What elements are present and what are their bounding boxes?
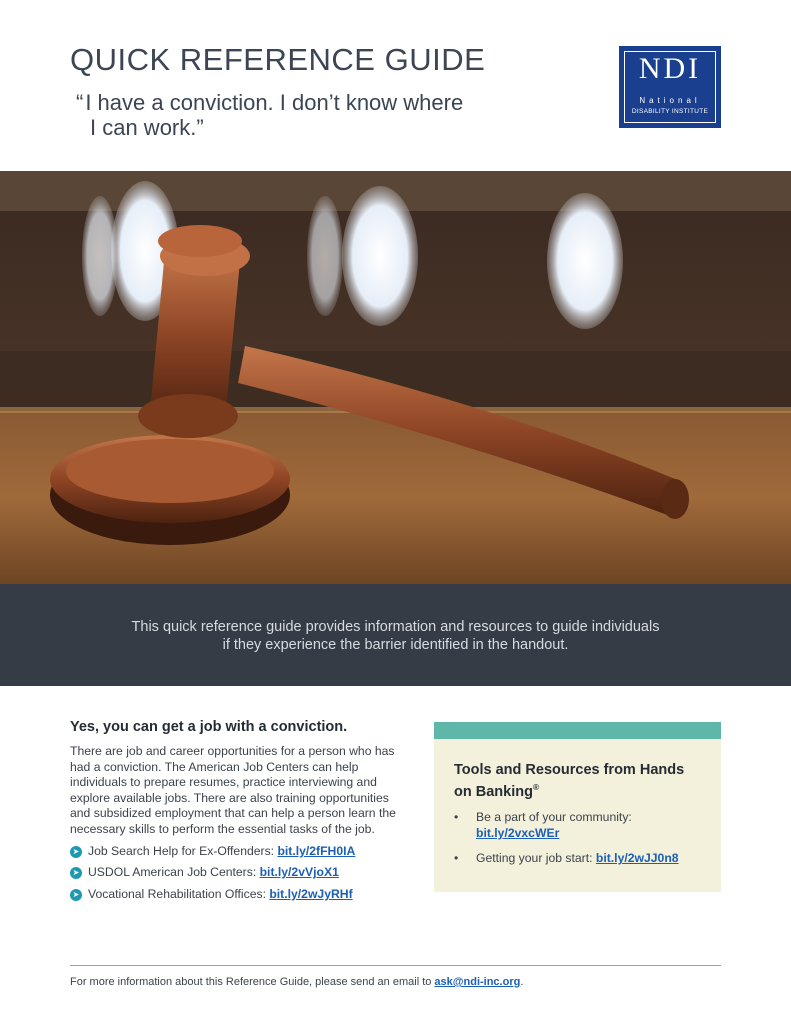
page-title: QUICK REFERENCE GUIDE: [70, 42, 486, 77]
ndi-logo: [619, 46, 721, 128]
panel-accent-bar: [434, 722, 721, 739]
list-item: [70, 844, 410, 860]
link-label: USDOL American Job Centers:: [88, 865, 260, 880]
resource-link-list: [70, 844, 410, 903]
quote-open-mark: “: [76, 90, 84, 115]
community-link[interactable]: bit.ly/2vxcWEr: [476, 825, 560, 840]
resources-panel: [434, 722, 721, 892]
circle-arrow-icon: ➤: [70, 867, 82, 879]
hero-gavel-image: [0, 171, 791, 584]
link-label: Job Search Help for Ex-Offenders:: [88, 843, 278, 858]
contact-email-link[interactable]: ask@ndi-inc.org: [434, 976, 521, 988]
bullet-dot-icon: •: [454, 810, 459, 824]
main-content: [70, 719, 410, 908]
banner-text-line-1: This quick reference guide provides information and resources to guide individuals: [131, 619, 660, 635]
link-label: Vocational Rehabilitation Offices:: [88, 886, 270, 901]
quote-line-2: I can work.”: [90, 115, 204, 140]
banner-text: [60, 618, 731, 654]
registered-mark: ®: [532, 783, 539, 792]
panel-heading: [454, 762, 694, 801]
panel-heading-text: Tools and Resources from Hands on Banking: [454, 762, 685, 800]
logo-letters: NDI: [638, 52, 702, 85]
job-start-link[interactable]: bit.ly/2wJJ0n8: [595, 851, 679, 866]
panel-item-label: Be a part of your community:: [476, 810, 632, 824]
ex-offenders-link[interactable]: bit.ly/2fFH0IA: [277, 843, 356, 858]
bullet-dot-icon: •: [454, 851, 459, 866]
logo-line-institute: DISABILITY INSTITUTE: [631, 108, 709, 115]
footer-text: [70, 976, 523, 988]
list-item: [454, 851, 714, 867]
header-quote: [76, 90, 596, 140]
list-item: [454, 810, 714, 841]
gavel-illustration: [0, 171, 791, 584]
logo-line-national: National: [639, 96, 701, 105]
list-item: [70, 887, 410, 903]
vocational-rehab-link[interactable]: bit.ly/2wJyRHf: [269, 886, 353, 901]
section-heading: Yes, you can get a job with a conviction.: [70, 719, 348, 735]
panel-item-label: Getting your job start:: [476, 851, 596, 866]
footer-end: .: [520, 976, 524, 988]
section-body: There are job and career opportunities for a person who has had a conviction. The American Job Centers can help individuals to prepare resumes, practice interviewing and explore available jobs. There are also training opportunities and subsidized employment that can help a person learn the necessary skills to perform the essential tasks of the job.: [70, 744, 396, 836]
quote-line-1: I have a conviction. I don’t know where: [85, 90, 464, 115]
list-item: [70, 865, 410, 881]
panel-list: [454, 810, 714, 877]
banner-text-line-2: if they experience the barrier identified in the handout.: [222, 637, 569, 653]
job-centers-link[interactable]: bit.ly/2vVjoX1: [259, 865, 339, 880]
circle-arrow-icon: ➤: [70, 846, 82, 858]
circle-arrow-icon: ➤: [70, 889, 82, 901]
intro-banner: [0, 584, 791, 686]
footer-message: For more information about this Reference Guide, please send an email to: [70, 976, 435, 988]
footer-divider: [70, 965, 721, 966]
